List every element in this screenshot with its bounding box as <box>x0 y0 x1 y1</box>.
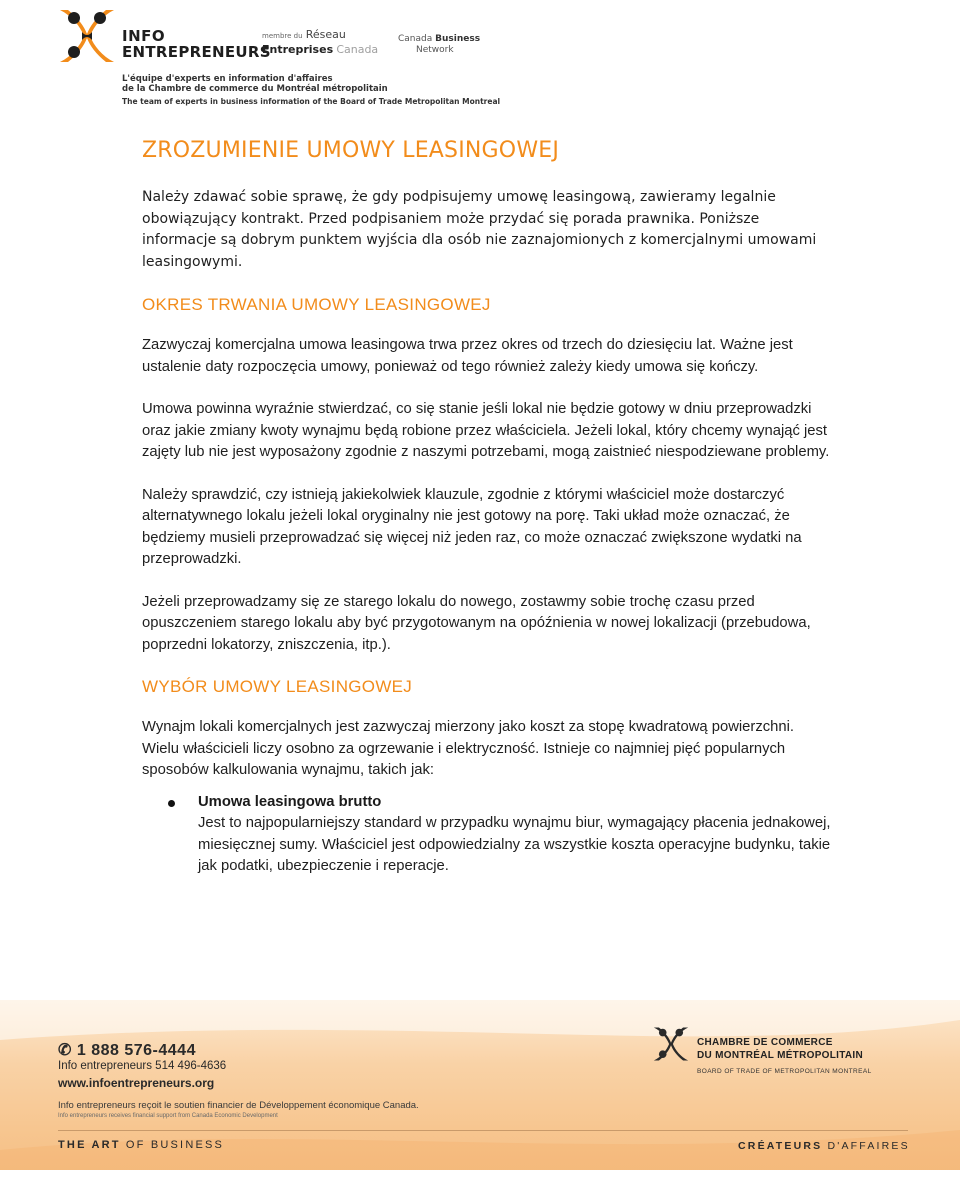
team-tagline-en: The team of experts in business information of the Board of Trade Metropolitan Montreal <box>122 97 501 106</box>
lease-term-paragraph-3: Należy sprawdzić, czy istnieją jakiekolwiek klauzule, zgodnie z którymi właściciel może dostarczyć alternatywnego lokalu jeżeli lokal oryginalny nie jest gotowy na porę. Taki układ może oznaczać, że będziemy musieli przeprowadzać się więcej niż jeden raz, co może oznaczać zwiększone wydatki na przeprowadzki. <box>142 486 802 567</box>
team-fr-line-1: L'équipe d'experts en information d'affaires <box>122 74 333 84</box>
list-item <box>142 792 832 878</box>
ccmm-logo <box>650 1022 692 1066</box>
lease-term-paragraph-4: Jeżeli przeprowadzamy się ze starego lokalu do nowego, zostawmy sobie trochę czasu przed opuszczeniem starego lokalu aby być przygotowanym na opóźnienia w nowej lokalizacji (przebudowa, poprzedni lokatorzy, zniszczenia, itp.). <box>142 593 811 653</box>
brand-line-2: ENTREPRENEURS <box>122 43 271 61</box>
partner-reseau-entreprises <box>262 28 378 58</box>
footer-background-art <box>0 1000 960 1184</box>
art-rest: OF BUSINESS <box>120 1139 225 1151</box>
ccmm-name <box>697 1036 863 1062</box>
intro-paragraph: Należy zdawać sobie sprawę, że gdy podpisujemy umowę leasingową, zawieramy legalnie obowiązujący kontrakt. Przed podpisaniem może przydać się porada prawnika. Poniższe informacje są dobrym punktem wyjścia dla osób nie zaznajomionych z komercjalnymi umowami leasingowymi. <box>142 189 817 270</box>
page-footer <box>0 1000 960 1184</box>
partner2-business: Business <box>435 34 481 44</box>
info-entrepreneurs-logo <box>54 6 120 66</box>
bullet-icon <box>168 800 175 807</box>
section-heading-lease-choice: WYBÓR UMOWY LEASINGOWEJ <box>142 677 413 696</box>
team-fr-line-2: de la Chambre de commerce du Montréal métropolitain <box>122 84 388 94</box>
ccmm-line-1: CHAMBRE DE COMMERCE <box>697 1037 833 1048</box>
bullet-title: Umowa leasingowa brutto <box>198 793 382 810</box>
partner1-canada: Canada <box>336 43 379 56</box>
art-of-business-tagline <box>58 1139 224 1151</box>
brand-name <box>122 28 271 61</box>
website-link[interactable]: www.infoentrepreneurs.org <box>58 1076 215 1090</box>
partner1-reseau: Réseau <box>305 28 346 41</box>
partner-canada-business <box>398 34 480 56</box>
bullet-text: Jest to najpopularniejszy standard w przypadku wynajmu biur, wymagający płacenia jednakowej, miesięcznej sumy. Właściciel jest odpowiedzialny za wszystkie koszta operacyjne budynku, takie jak podatki, ubezpieczenie i reperacje. <box>198 815 831 874</box>
local-phone: Info entrepreneurs 514 496-4636 <box>58 1060 227 1072</box>
team-tagline-fr <box>122 74 388 94</box>
funding-notice-fr: Info entrepreneurs reçoit le soutien financier de Développement économique Canada. <box>58 1100 419 1111</box>
article-content <box>142 138 832 878</box>
createurs-tagline <box>738 1140 910 1152</box>
createurs-bold: CRÉATEURS <box>738 1140 823 1152</box>
page-header <box>0 0 960 120</box>
funding-notice-en: Info entrepreneurs receives financial support from Canada Economic Development <box>58 1113 278 1119</box>
partner2-network: Network <box>416 45 454 55</box>
phone-icon: ✆ <box>58 1042 77 1059</box>
partner1-small: membre du <box>262 32 303 40</box>
lease-choice-paragraph: Wynajm lokali komercjalnych jest zazwyczaj mierzony jako koszt za stopę kwadratową powierzchni. Wielu właścicieli liczy osobno za ogrzewanie i elektryczność. Istnieje co najmniej pięć popularnych sposobów kalkulowania wynajmu, takich jak: <box>142 719 794 778</box>
board-of-trade: BOARD OF TRADE OF METROPOLITAN MONTREAL <box>697 1068 872 1075</box>
brand-line-1: INFO <box>122 27 166 45</box>
footer-divider <box>58 1130 908 1131</box>
ccmm-line-2: DU MONTRÉAL MÉTROPOLITAIN <box>697 1050 864 1061</box>
section-heading-lease-term: OKRES TRWANIA UMOWY LEASINGOWEJ <box>142 295 491 314</box>
createurs-rest: D'AFFAIRES <box>822 1140 910 1152</box>
art-bold: THE ART <box>58 1139 121 1151</box>
page-title: ZROZUMIENIE UMOWY LEASINGOWEJ <box>142 138 560 163</box>
toll-free-phone <box>58 1040 196 1060</box>
phone-number: 1 888 576-4444 <box>76 1042 196 1059</box>
partner2-small: Canada <box>398 34 433 44</box>
lease-term-paragraph-2: Umowa powinna wyraźnie stwierdzać, co się stanie jeśli lokal nie będzie gotowy w dniu przeprowadzki oraz jakie zmiany kwoty wynajmu będą robione przez właściciela. Jeżeli lokal, który chcemy wynająć jest zajęty lub nie jest wyposażony zgodnie z naszymi potrzebami, mogą zaistnieć niespodziewane problemy. <box>142 401 830 460</box>
partner1-entreprises: Entreprises <box>262 43 334 56</box>
lease-term-paragraph-1: Zazwyczaj komercjalna umowa leasingowa trwa przez okres od trzech do dziesięciu lat. Ważne jest ustalenie daty rozpoczęcia umowy, ponieważ od tego również zależy kiedy umowa się kończy. <box>142 337 793 375</box>
